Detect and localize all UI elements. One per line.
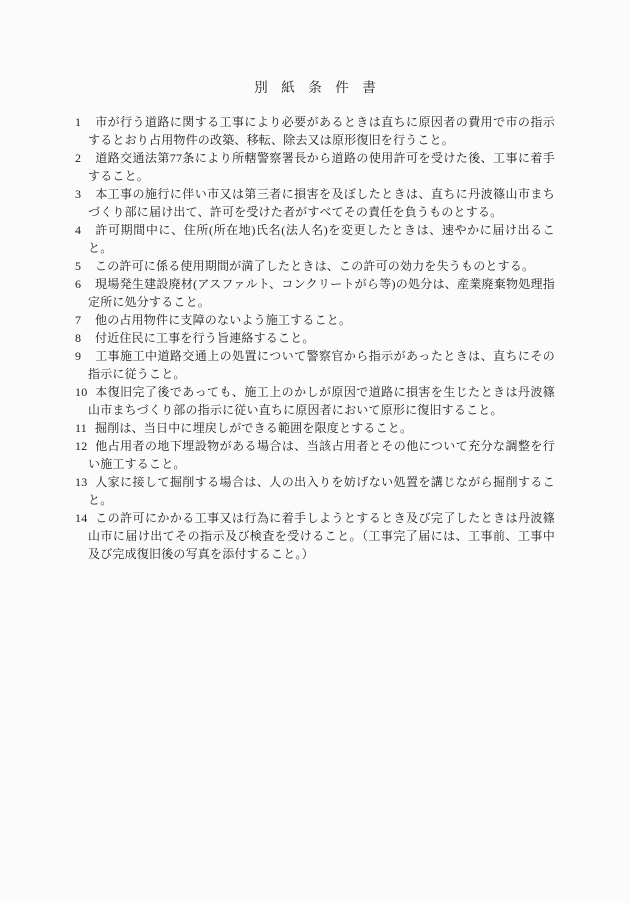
item-text: 他の占用物件に支障のないよう施工すること。 [95,313,352,327]
item-number: 10 [75,385,88,399]
item-number: 3 [75,187,82,201]
document-title: 別 紙 条 件 書 [254,80,376,95]
item-text: 現場発生建設廃材(アスファルト、コンクリートがら等)の処分は、産業廃棄物処理指定所に処分すること。 [88,277,555,309]
condition-item-12 [75,437,555,473]
item-text: 許可期間中に、住所(所在地)氏名(法人名)を変更したときは、速やかに届け出ること。 [88,223,555,255]
item-number: 13 [75,475,88,489]
condition-item-6 [75,275,555,311]
item-text: 掘削は、当日中に埋戻しができる範囲を限度とすること。 [95,421,413,435]
condition-item-13 [75,473,555,509]
item-number: 7 [75,313,82,327]
condition-item-5 [75,257,555,275]
condition-item-2 [75,149,555,185]
item-number: 9 [75,349,82,363]
item-text: この許可に係る使用期間が満了したときは、この許可の効力を失うものとする。 [95,259,535,273]
item-number: 2 [75,151,82,165]
condition-item-8 [75,329,555,347]
item-number: 6 [75,277,82,291]
condition-item-1 [75,113,555,149]
item-text: 他占用者の地下埋設物がある場合は、当該占用者とその他について充分な調整を行い施工すること。 [88,439,555,471]
item-text: 本復旧完了後であっても、施工上のかしが原因で道路に損害を生じたときは丹波篠山市まちづくり部の指示に従い直ちに原因者において原形に復旧すること。 [88,385,555,417]
condition-item-11 [75,419,555,437]
item-text: 市が行う道路に関する工事により必要があるときは直ちに原因者の費用で市の指示するとおり占用物件の改築、移転、除去又は原形復旧を行うこと。 [88,115,555,147]
condition-item-4 [75,221,555,257]
item-number: 5 [75,259,82,273]
item-text: この許可にかかる工事又は行為に着手しようとするとき及び完了したときは丹波篠山市に届け出てその指示及び検査を受けること。（工事完了届には、工事前、工事中及び完成復旧後の写真を添付すること。） [88,511,555,561]
item-text: 工事施工中道路交通上の処置について警察官から指示があったときは、直ちにその指示に従うこと。 [88,349,555,381]
condition-item-9 [75,347,555,383]
item-text: 道路交通法第77条により所轄警察署長から道路の使用許可を受けた後、工事に着手すること。 [88,151,555,183]
conditions-list [75,113,555,563]
item-text: 本工事の施行に伴い市又は第三者に損害を及ぼしたときは、直ちに丹波篠山市まちづくり部に届け出て、許可を受けた者がすべてその責任を負うものとする。 [88,187,555,219]
condition-item-7 [75,311,555,329]
item-text: 人家に接して掘削する場合は、人の出入りを妨げない処置を講じながら掘削すること。 [88,475,555,507]
item-number: 8 [75,331,82,345]
item-number: 1 [75,115,82,129]
item-number: 11 [75,421,87,435]
item-number: 12 [75,439,88,453]
condition-item-14 [75,509,555,563]
item-text: 付近住民に工事を行う旨連絡すること。 [95,331,315,345]
item-number: 14 [75,511,88,525]
condition-item-3 [75,185,555,221]
condition-item-10 [75,383,555,419]
item-number: 4 [75,223,82,237]
